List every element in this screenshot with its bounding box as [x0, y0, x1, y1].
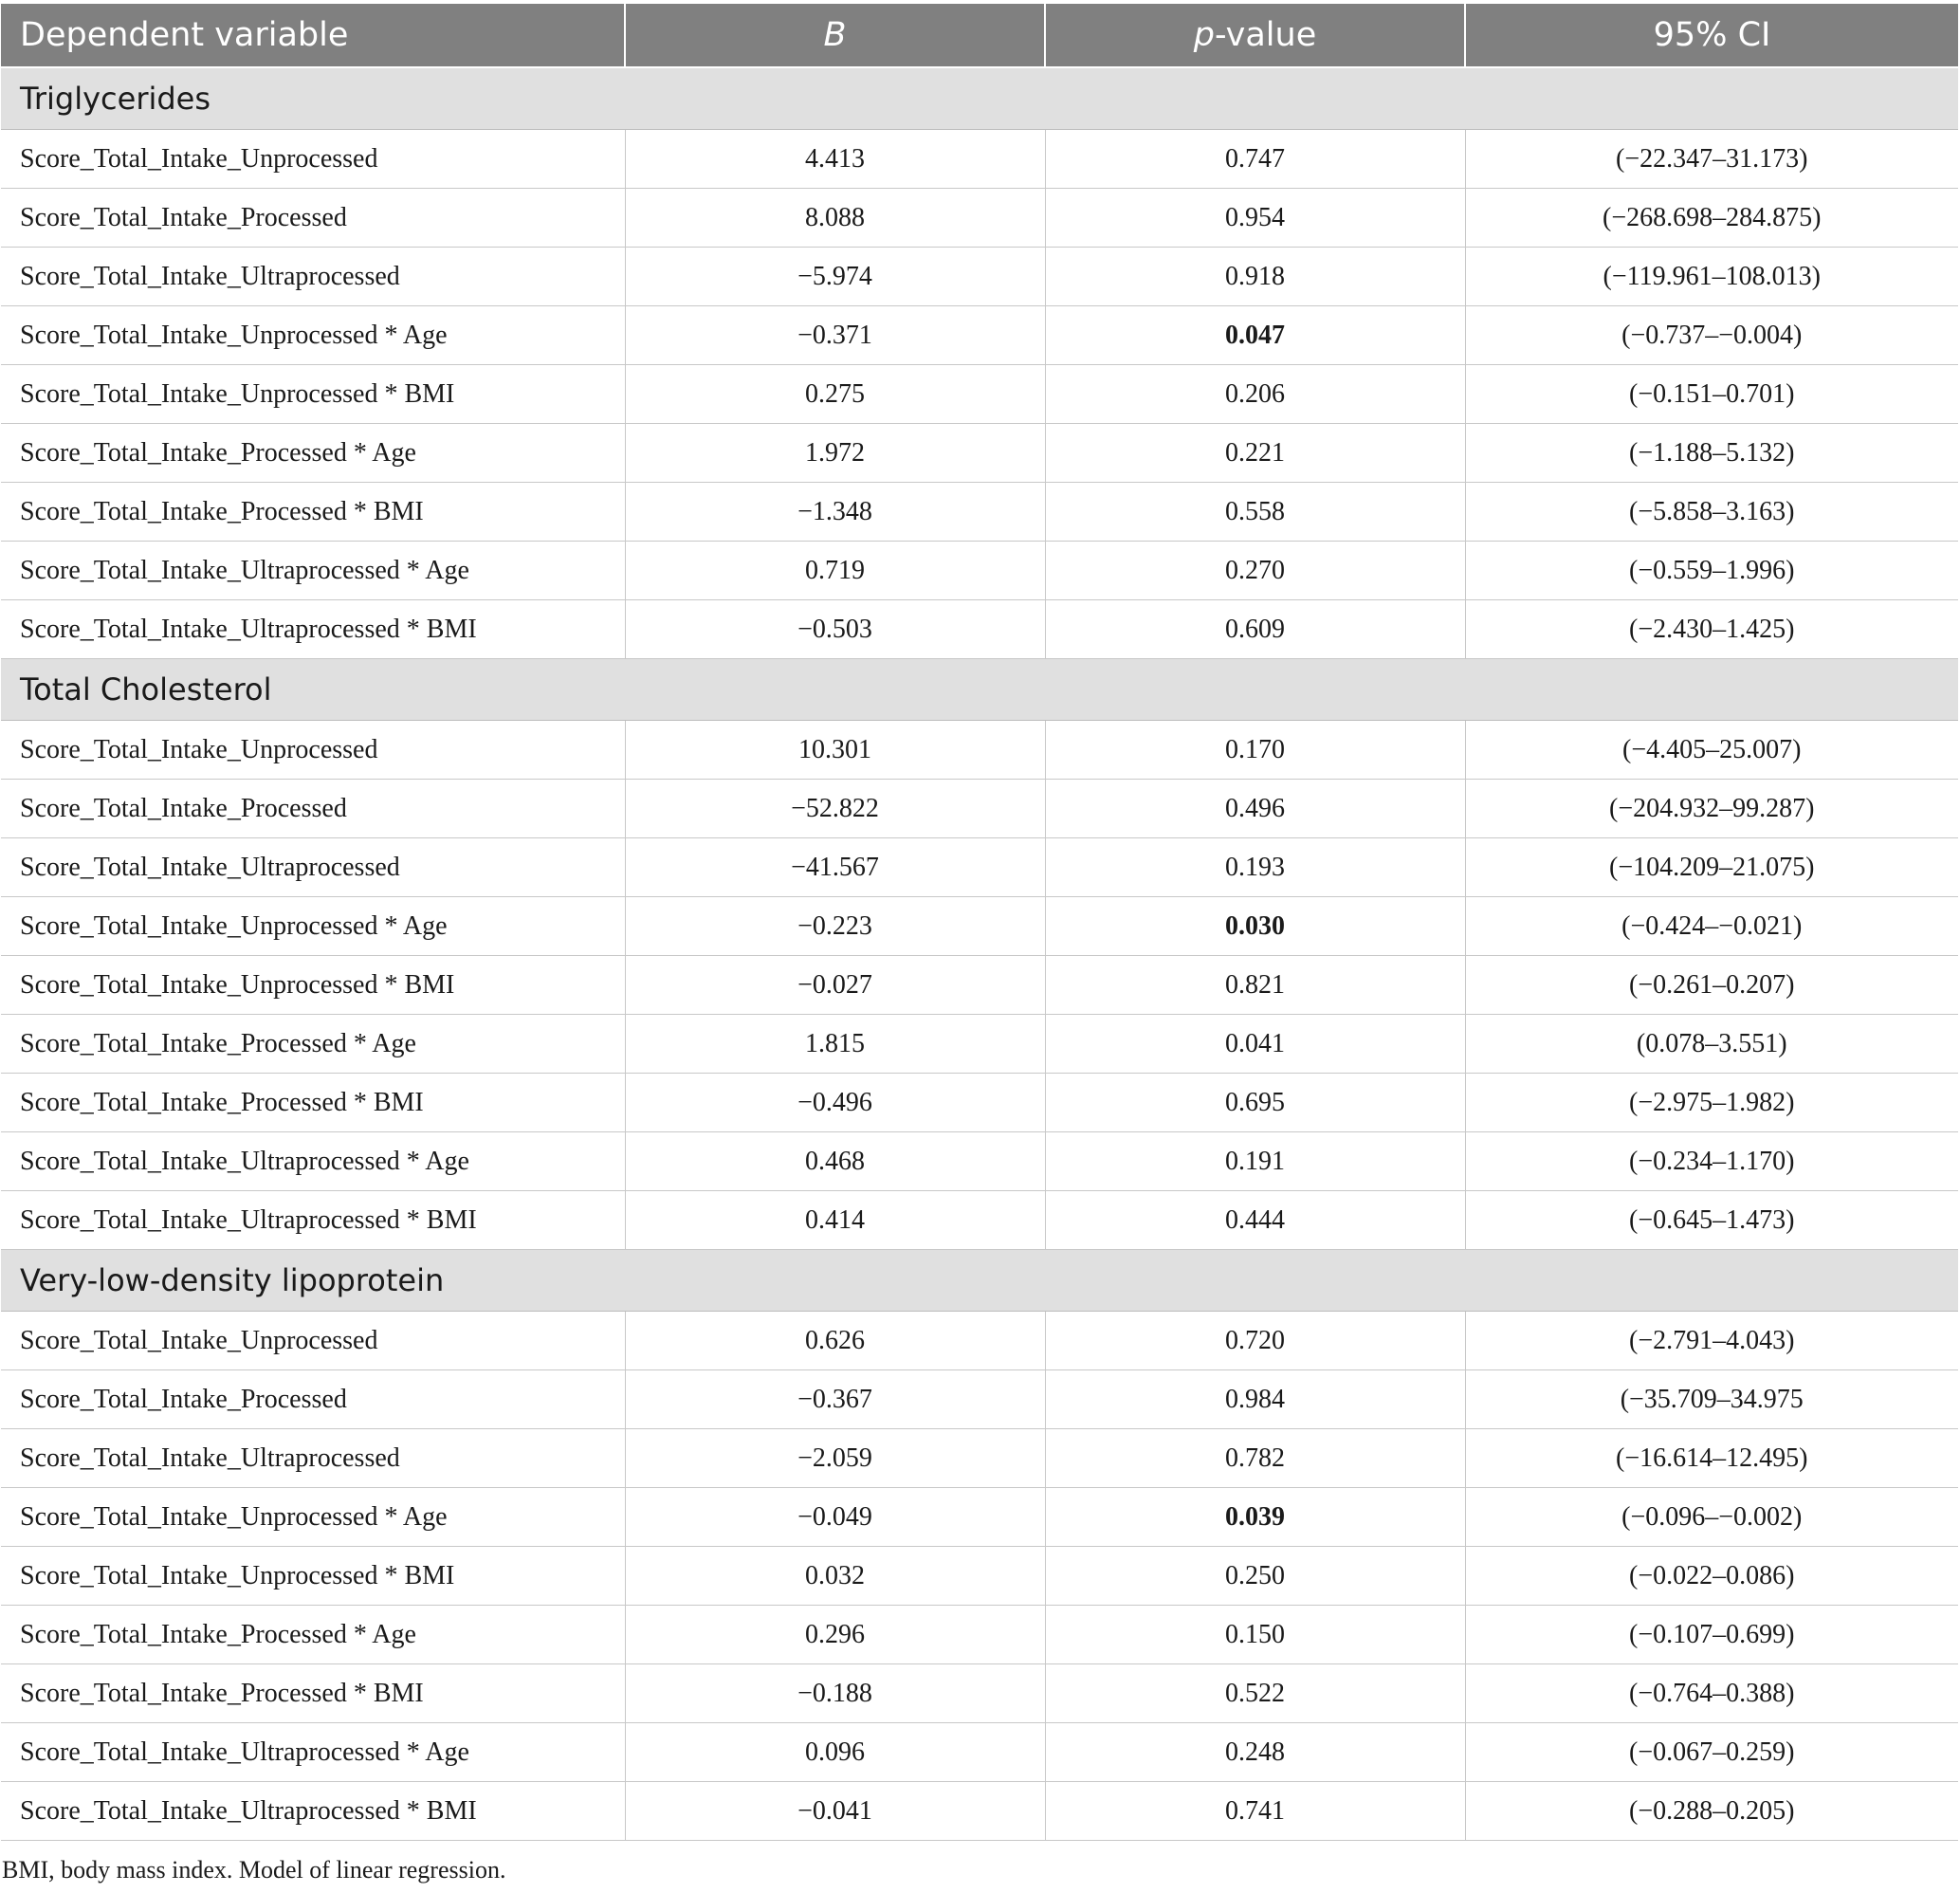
header-b [625, 4, 1045, 67]
cell-ci: (−0.234–1.170) [1465, 1132, 1958, 1191]
cell-b: −0.367 [625, 1370, 1045, 1429]
cell-b: −0.049 [625, 1488, 1045, 1547]
cell-p-value: 0.170 [1045, 721, 1465, 780]
header-p-italic: p [1193, 16, 1215, 54]
table-row [1, 542, 1958, 600]
cell-p-value: 0.250 [1045, 1547, 1465, 1606]
cell-ci: (0.078–3.551) [1465, 1015, 1958, 1074]
cell-ci: (−0.559–1.996) [1465, 542, 1958, 600]
regression-results-table [1, 4, 1958, 1841]
cell-variable: Score_Total_Intake_Unprocessed * BMI [1, 1547, 625, 1606]
cell-variable: Score_Total_Intake_Processed * Age [1, 1606, 625, 1664]
cell-b: −0.503 [625, 600, 1045, 659]
cell-ci: (−0.737–−0.004) [1465, 306, 1958, 365]
cell-variable: Score_Total_Intake_Unprocessed * Age [1, 306, 625, 365]
cell-variable: Score_Total_Intake_Ultraprocessed * Age [1, 1723, 625, 1782]
cell-p-value: 0.248 [1045, 1723, 1465, 1782]
cell-ci: (−0.067–0.259) [1465, 1723, 1958, 1782]
cell-variable: Score_Total_Intake_Unprocessed * BMI [1, 365, 625, 424]
cell-p-value: 0.720 [1045, 1312, 1465, 1370]
cell-ci: (−4.405–25.007) [1465, 721, 1958, 780]
cell-b: 0.626 [625, 1312, 1045, 1370]
cell-ci: (−2.430–1.425) [1465, 600, 1958, 659]
table-row [1, 1547, 1958, 1606]
cell-ci: (−1.188–5.132) [1465, 424, 1958, 483]
cell-b: 0.096 [625, 1723, 1045, 1782]
cell-p-value: 0.741 [1045, 1782, 1465, 1841]
cell-variable: Score_Total_Intake_Unprocessed [1, 721, 625, 780]
cell-p-value: 0.193 [1045, 838, 1465, 897]
cell-p-value: 0.918 [1045, 248, 1465, 306]
cell-variable: Score_Total_Intake_Processed * BMI [1, 1664, 625, 1723]
cell-b: 0.275 [625, 365, 1045, 424]
table-row [1, 1782, 1958, 1841]
cell-ci: (−119.961–108.013) [1465, 248, 1958, 306]
cell-ci: (−16.614–12.495) [1465, 1429, 1958, 1488]
cell-ci: (−0.107–0.699) [1465, 1606, 1958, 1664]
cell-variable: Score_Total_Intake_Ultraprocessed * BMI [1, 1782, 625, 1841]
section-header-row [1, 67, 1958, 130]
cell-ci: (−0.424–−0.021) [1465, 897, 1958, 956]
cell-b: 1.972 [625, 424, 1045, 483]
header-dependent-variable: Dependent variable [1, 4, 625, 67]
cell-ci: (−0.261–0.207) [1465, 956, 1958, 1015]
cell-variable: Score_Total_Intake_Processed [1, 1370, 625, 1429]
section-title: Triglycerides [1, 67, 1958, 130]
cell-p-value: 0.782 [1045, 1429, 1465, 1488]
table-row [1, 1191, 1958, 1250]
table-row [1, 1312, 1958, 1370]
cell-ci: (−35.709–34.975 [1465, 1370, 1958, 1429]
table-header [1, 4, 1958, 67]
cell-variable: Score_Total_Intake_Unprocessed * BMI [1, 956, 625, 1015]
cell-p-value: 0.270 [1045, 542, 1465, 600]
cell-variable: Score_Total_Intake_Unprocessed * Age [1, 897, 625, 956]
cell-b: −52.822 [625, 780, 1045, 838]
cell-b: 0.468 [625, 1132, 1045, 1191]
cell-b: 0.719 [625, 542, 1045, 600]
cell-p-value: 0.954 [1045, 189, 1465, 248]
cell-p-value: 0.206 [1045, 365, 1465, 424]
table-row [1, 838, 1958, 897]
cell-b: −0.188 [625, 1664, 1045, 1723]
cell-ci: (−0.022–0.086) [1465, 1547, 1958, 1606]
table-row [1, 424, 1958, 483]
cell-variable: Score_Total_Intake_Processed [1, 780, 625, 838]
section-title: Total Cholesterol [1, 659, 1958, 721]
cell-p-value: 0.039 [1045, 1488, 1465, 1547]
table-row [1, 1429, 1958, 1488]
cell-variable: Score_Total_Intake_Processed * Age [1, 424, 625, 483]
cell-b: −0.371 [625, 306, 1045, 365]
section-header-row [1, 659, 1958, 721]
table-row [1, 1723, 1958, 1782]
cell-b: 4.413 [625, 130, 1045, 189]
table-row [1, 189, 1958, 248]
table-row [1, 1606, 1958, 1664]
cell-p-value: 0.030 [1045, 897, 1465, 956]
cell-variable: Score_Total_Intake_Unprocessed [1, 130, 625, 189]
table-row [1, 306, 1958, 365]
cell-b: −0.041 [625, 1782, 1045, 1841]
cell-ci: (−2.791–4.043) [1465, 1312, 1958, 1370]
cell-p-value: 0.747 [1045, 130, 1465, 189]
table-row [1, 1132, 1958, 1191]
table-row [1, 600, 1958, 659]
cell-variable: Score_Total_Intake_Processed * BMI [1, 483, 625, 542]
table-row [1, 1074, 1958, 1132]
cell-ci: (−0.151–0.701) [1465, 365, 1958, 424]
cell-ci: (−0.096–−0.002) [1465, 1488, 1958, 1547]
table-row [1, 1488, 1958, 1547]
cell-variable: Score_Total_Intake_Ultraprocessed [1, 838, 625, 897]
header-row [1, 4, 1958, 67]
cell-b: −0.027 [625, 956, 1045, 1015]
table-row [1, 897, 1958, 956]
cell-p-value: 0.695 [1045, 1074, 1465, 1132]
cell-b: 0.296 [625, 1606, 1045, 1664]
cell-variable: Score_Total_Intake_Ultraprocessed [1, 248, 625, 306]
cell-variable: Score_Total_Intake_Ultraprocessed * Age [1, 542, 625, 600]
table-body [1, 67, 1958, 1841]
cell-ci: (−0.288–0.205) [1465, 1782, 1958, 1841]
table-row [1, 721, 1958, 780]
cell-b: −41.567 [625, 838, 1045, 897]
cell-p-value: 0.444 [1045, 1191, 1465, 1250]
table-row [1, 1015, 1958, 1074]
table-row [1, 248, 1958, 306]
cell-variable: Score_Total_Intake_Processed [1, 189, 625, 248]
section-header-row [1, 1250, 1958, 1312]
cell-ci: (−104.209–21.075) [1465, 838, 1958, 897]
cell-variable: Score_Total_Intake_Ultraprocessed * BMI [1, 1191, 625, 1250]
cell-p-value: 0.191 [1045, 1132, 1465, 1191]
cell-p-value: 0.522 [1045, 1664, 1465, 1723]
cell-variable: Score_Total_Intake_Processed * BMI [1, 1074, 625, 1132]
header-ci: 95% CI [1465, 4, 1958, 67]
cell-b: 1.815 [625, 1015, 1045, 1074]
section-title: Very-low-density lipoprotein [1, 1250, 1958, 1312]
cell-b: −5.974 [625, 248, 1045, 306]
cell-ci: (−204.932–99.287) [1465, 780, 1958, 838]
cell-p-value: 0.558 [1045, 483, 1465, 542]
cell-b: −0.496 [625, 1074, 1045, 1132]
table-row [1, 130, 1958, 189]
header-b-label: B [823, 16, 847, 54]
cell-ci: (−268.698–284.875) [1465, 189, 1958, 248]
header-p-value [1045, 4, 1465, 67]
cell-p-value: 0.041 [1045, 1015, 1465, 1074]
table-row [1, 1370, 1958, 1429]
cell-b: −0.223 [625, 897, 1045, 956]
table-footnote: BMI, body mass index. Model of linear regression. [2, 1856, 506, 1884]
table-row [1, 365, 1958, 424]
cell-b: 8.088 [625, 189, 1045, 248]
cell-p-value: 0.984 [1045, 1370, 1465, 1429]
table-row [1, 483, 1958, 542]
cell-ci: (−22.347–31.173) [1465, 130, 1958, 189]
cell-b: 0.414 [625, 1191, 1045, 1250]
cell-ci: (−2.975–1.982) [1465, 1074, 1958, 1132]
table-row [1, 1664, 1958, 1723]
cell-p-value: 0.821 [1045, 956, 1465, 1015]
cell-b: 10.301 [625, 721, 1045, 780]
cell-ci: (−0.645–1.473) [1465, 1191, 1958, 1250]
header-p-rest: -value [1214, 16, 1317, 54]
cell-p-value: 0.221 [1045, 424, 1465, 483]
cell-variable: Score_Total_Intake_Processed * Age [1, 1015, 625, 1074]
cell-p-value: 0.609 [1045, 600, 1465, 659]
cell-variable: Score_Total_Intake_Ultraprocessed * Age [1, 1132, 625, 1191]
cell-variable: Score_Total_Intake_Unprocessed [1, 1312, 625, 1370]
cell-b: −1.348 [625, 483, 1045, 542]
cell-b: 0.032 [625, 1547, 1045, 1606]
cell-p-value: 0.047 [1045, 306, 1465, 365]
cell-p-value: 0.150 [1045, 1606, 1465, 1664]
cell-variable: Score_Total_Intake_Ultraprocessed * BMI [1, 600, 625, 659]
cell-ci: (−5.858–3.163) [1465, 483, 1958, 542]
cell-b: −2.059 [625, 1429, 1045, 1488]
cell-variable: Score_Total_Intake_Ultraprocessed [1, 1429, 625, 1488]
cell-p-value: 0.496 [1045, 780, 1465, 838]
table-row [1, 780, 1958, 838]
cell-ci: (−0.764–0.388) [1465, 1664, 1958, 1723]
cell-variable: Score_Total_Intake_Unprocessed * Age [1, 1488, 625, 1547]
table-row [1, 956, 1958, 1015]
